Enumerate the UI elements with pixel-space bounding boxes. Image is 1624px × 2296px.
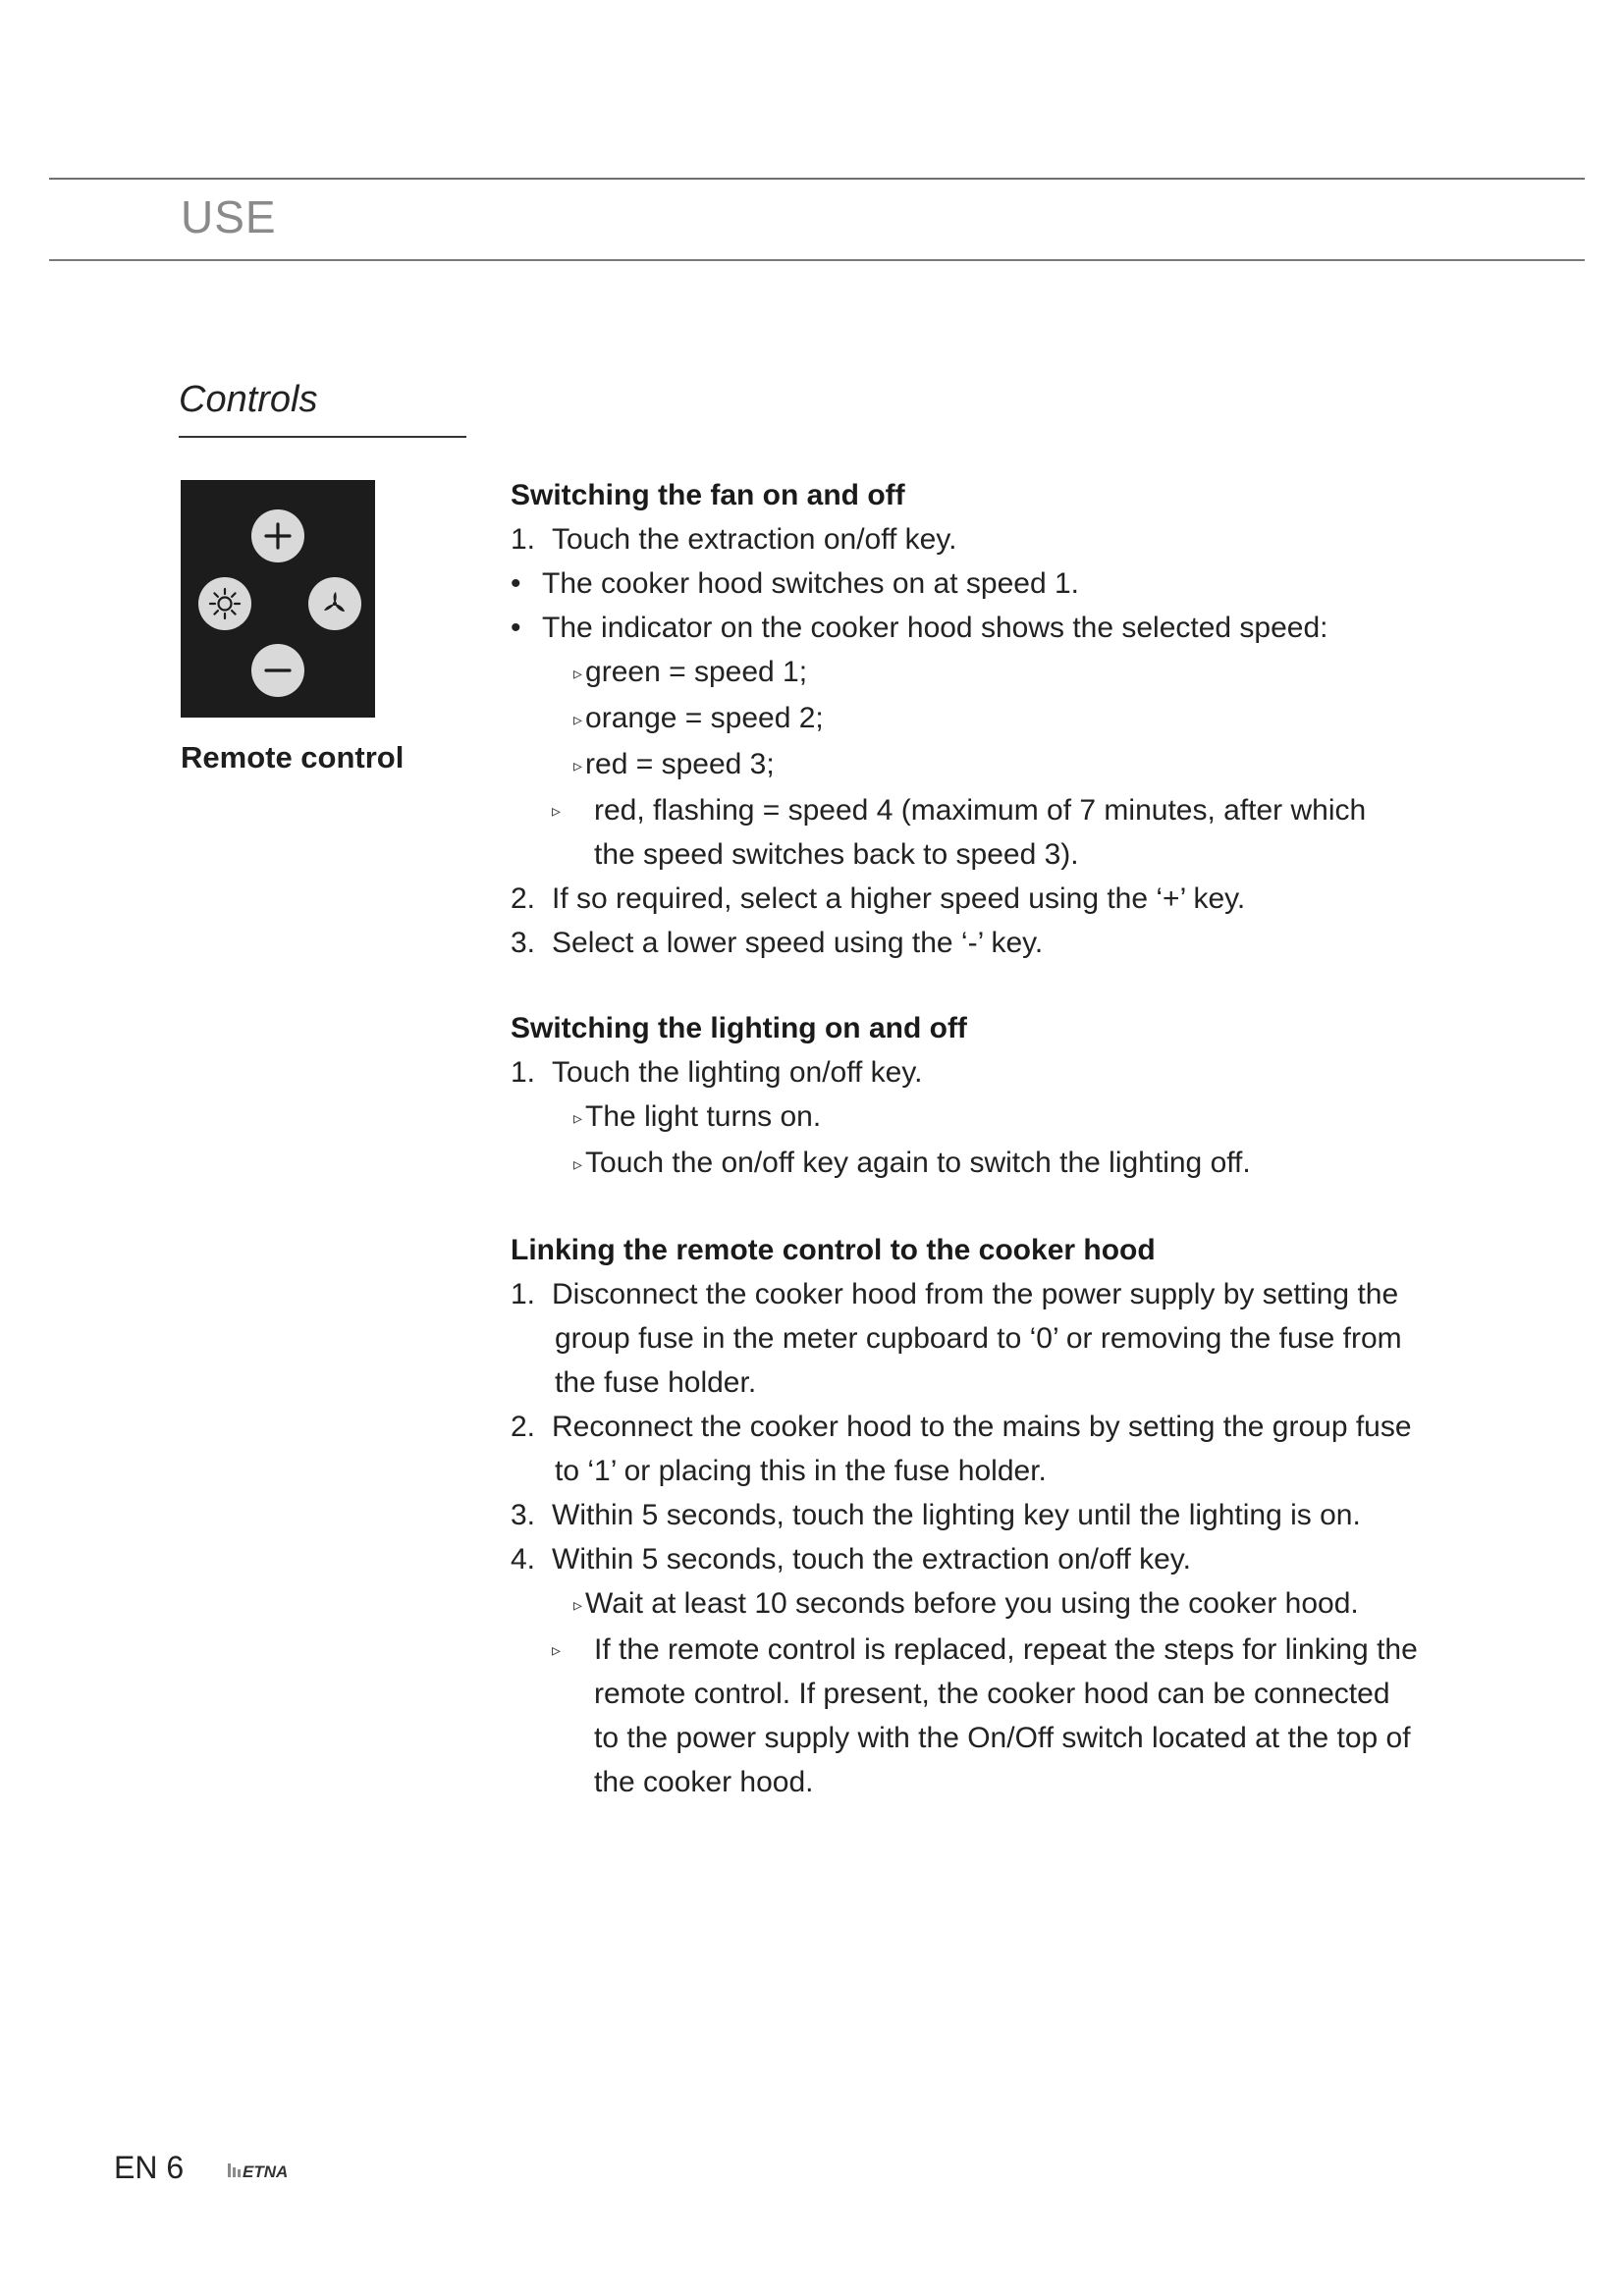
section-title: USE (181, 191, 277, 242)
list-item-continuation: to the power supply with the On/Off switch located at the top of (594, 1722, 1411, 1754)
list-item: 1. Touch the extraction on/off key. (511, 523, 957, 556)
instructions (511, 473, 1453, 1804)
list-item-continuation: the fuse holder. (555, 1366, 757, 1399)
list-item: 4. Within 5 seconds, touch the extraction on/off key. (511, 1543, 1191, 1575)
list-item: ▹ Touch the on/off key again to switch the lighting off. (573, 1147, 1251, 1179)
list-item: 2. Reconnect the cooker hood to the mains by setting the group fuse (511, 1411, 1412, 1443)
subsection-title: Controls (179, 379, 318, 420)
list-item: ▹ red = speed 3; (573, 748, 775, 780)
heading-fan: Switching the fan on and off (511, 479, 905, 511)
header-rule-bottom (49, 259, 1585, 261)
list-item: 2. If so required, select a higher speed using the ‘+’ key. (511, 882, 1246, 915)
list-item: ▹ green = speed 1; (573, 656, 808, 688)
list-item: ▹ orange = speed 2; (573, 702, 824, 734)
remote-control-image (181, 480, 375, 718)
plus-icon (251, 509, 304, 562)
list-item: ▹ If the remote control is replaced, repeat the steps for linking the (552, 1633, 1418, 1666)
block-lighting (511, 1006, 1453, 1187)
list-item-continuation: remote control. If present, the cooker hood can be connected (594, 1678, 1390, 1710)
subsection-rule (179, 436, 466, 438)
list-item: • The indicator on the cooker hood shows the selected speed: (511, 612, 1328, 644)
list-item: ▹ The light turns on. (573, 1100, 822, 1133)
light-icon (198, 577, 251, 630)
list-item-continuation: to ‘1’ or placing this in the fuse holder. (555, 1455, 1047, 1487)
header-rule-top (49, 178, 1585, 180)
fan-icon (308, 577, 361, 630)
heading-linking: Linking the remote control to the cooker hood (511, 1234, 1156, 1266)
page-number: EN 6 (114, 2150, 185, 2185)
block-linking (511, 1228, 1453, 1804)
remote-control-caption: Remote control (181, 740, 405, 774)
list-item: ▹ red, flashing = speed 4 (maximum of 7 minutes, after which (552, 794, 1367, 827)
block-fan (511, 473, 1453, 965)
heading-lighting: Switching the lighting on and off (511, 1012, 967, 1044)
list-item-continuation: the speed switches back to speed 3). (594, 838, 1079, 871)
list-item: 3. Within 5 seconds, touch the lighting key until the lighting is on. (511, 1499, 1361, 1531)
list-item: • The cooker hood switches on at speed 1. (511, 567, 1080, 600)
etna-logo (228, 2160, 295, 2181)
list-item: 1. Disconnect the cooker hood from the power supply by setting the (511, 1278, 1399, 1310)
list-item: 1. Touch the lighting on/off key. (511, 1056, 923, 1089)
list-item-continuation: group fuse in the meter cupboard to ‘0’ or removing the fuse from (555, 1322, 1402, 1355)
list-item: 3. Select a lower speed using the ‘-’ key. (511, 927, 1044, 959)
minus-icon (251, 644, 304, 697)
list-item-continuation: the cooker hood. (594, 1766, 814, 1798)
list-item: ▹ Wait at least 10 seconds before you using the cooker hood. (573, 1587, 1359, 1620)
svg-text:ETNA: ETNA (243, 2163, 289, 2181)
